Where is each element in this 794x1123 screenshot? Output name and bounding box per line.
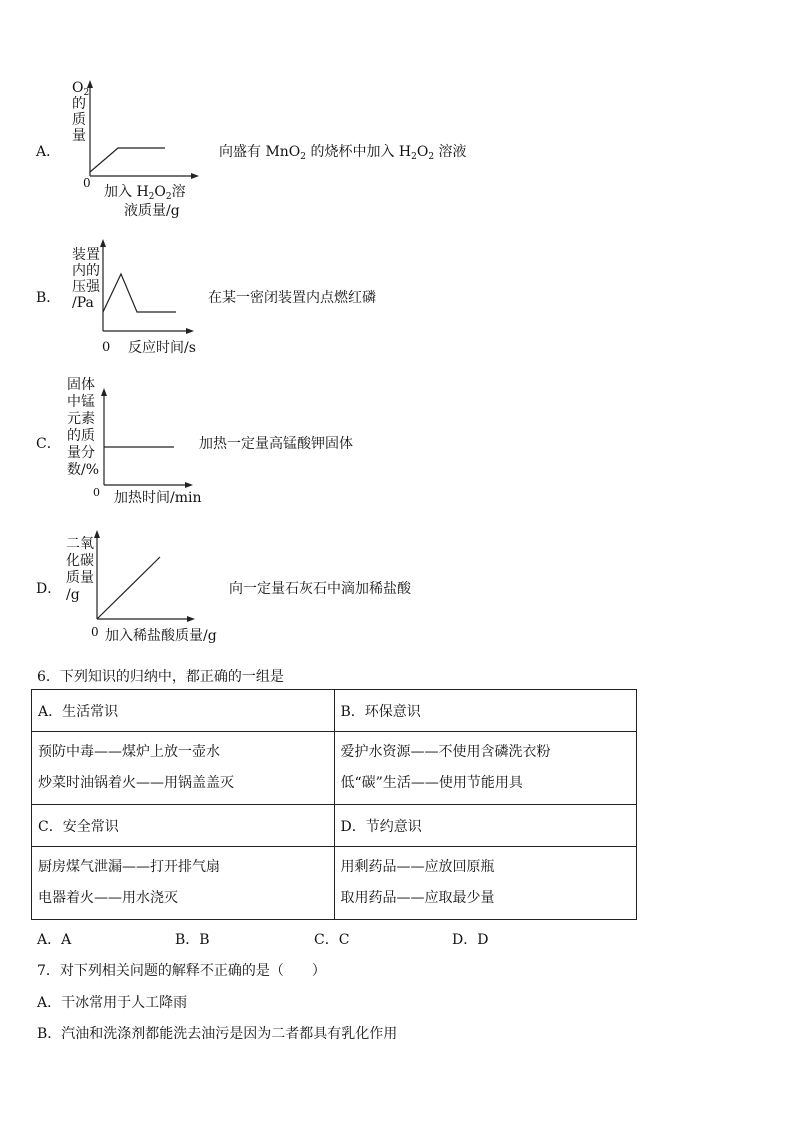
option-d-description: 向一定量石灰石中滴加稀盐酸 xyxy=(229,581,411,597)
y-label-line: $O_2$ xyxy=(72,80,90,98)
graph-d-y-arrow xyxy=(94,530,100,538)
q6-table xyxy=(31,689,637,920)
table-row xyxy=(32,732,637,805)
graph-c-origin: 0 xyxy=(93,486,100,499)
option-c-description: 加热一定量高锰酸钾固体 xyxy=(199,436,353,452)
q7-option-a[interactable]: A．干冰常用于人工降雨 xyxy=(37,995,188,1011)
q7-option-b[interactable]: B．汽油和洗涤剂都能洗去油污是因为二者都具有乳化作用 xyxy=(37,1026,398,1042)
q6-choice-d[interactable]: D．D xyxy=(452,932,489,948)
option-a-letter: A． xyxy=(36,144,61,160)
graph-a-origin: 0 xyxy=(83,176,91,190)
table-row xyxy=(32,847,637,920)
q6-cell-a-title: A．生活常识 xyxy=(32,690,335,732)
graph-d-y-label: 二氧 化碳 质量 /g xyxy=(66,536,94,603)
q6-a-line-2: 炒菜时油锅着火——用锅盖盖灭 xyxy=(38,775,234,791)
graph-b-origin: 0 xyxy=(102,340,111,355)
graph-d-x-label: 加入稀盐酸质量/g xyxy=(105,628,217,644)
q6-choice-a[interactable]: A．A xyxy=(37,932,72,948)
option-b-description: 在某一密闭装置内点燃红磷 xyxy=(208,290,376,306)
q6-d-line-2: 取用药品——应取最少量 xyxy=(340,890,495,906)
graph-a-y-label: $O_2$ 的 质 量 xyxy=(72,80,90,144)
q6-a-line-1: 预防中毒——煤炉上放一壶水 xyxy=(38,744,220,760)
option-c-letter: C． xyxy=(36,436,61,452)
table-row xyxy=(32,690,637,732)
graph-d-origin: 0 xyxy=(91,625,99,639)
q6-cell-b-content xyxy=(334,732,637,805)
q6-cell-c-content xyxy=(32,847,335,920)
graph-d-curve xyxy=(97,557,160,619)
q6-choice-b[interactable]: B．B xyxy=(175,932,210,948)
q6-cell-d-content xyxy=(334,847,637,920)
q6-c-line-2: 电器着火——用水浇灭 xyxy=(38,890,178,906)
graph-a-x-label-1: 加入 $H_2O_2$溶 xyxy=(104,184,186,202)
q6-choice-c[interactable]: C．C xyxy=(314,932,350,948)
q6-stem: 6．下列知识的归纳中，都正确的一组是 xyxy=(37,669,284,685)
q6-cell-a-content xyxy=(32,732,335,805)
table-row xyxy=(32,805,637,847)
q6-c-line-1: 厨房煤气泄漏——打开排气扇 xyxy=(38,859,220,875)
option-d-letter: D． xyxy=(36,581,62,597)
q6-cell-b-title: B．环保意识 xyxy=(334,690,637,732)
graph-b-x-label: 反应时间/s xyxy=(128,340,196,356)
q6-cell-d-title: D．节约意识 xyxy=(334,805,637,847)
option-b-letter: B． xyxy=(36,290,61,306)
graph-c-y-label: 固体 中锰 元素 的质 量分 数/% xyxy=(67,377,100,478)
option-a-description: 向盛有 MnO$_2$ 的烧杯中加入 $H_2O_2$ 溶液 xyxy=(219,144,467,162)
q6-b-line-1: 爱护水资源——不使用含磷洗衣粉 xyxy=(340,744,551,760)
graph-c-x-label: 加热时间/min xyxy=(114,490,202,506)
graph-d-x-arrow xyxy=(187,616,195,622)
q6-b-line-2: 低“碳”生活——使用节能用具 xyxy=(340,775,523,791)
q6-cell-c-title: C．安全常识 xyxy=(32,805,335,847)
q7-stem: 7．对下列相关问题的解释不正确的是（ ） xyxy=(37,963,326,979)
graph-b-y-label: 装置 内的 压强 /Pa xyxy=(72,247,100,311)
q6-d-line-1: 用剩药品——应放回原瓶 xyxy=(340,859,495,875)
graph-a-x-label-2: 液质量/g xyxy=(124,203,180,219)
